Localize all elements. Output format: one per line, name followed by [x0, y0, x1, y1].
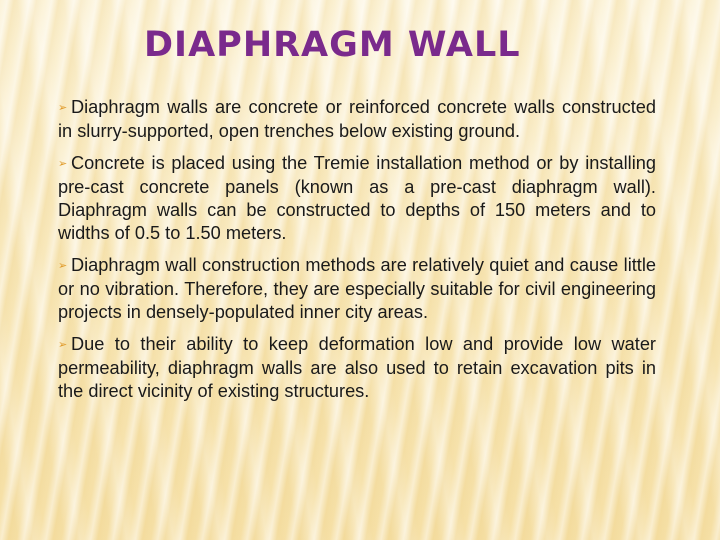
- arrow-bullet-icon: ➢: [58, 157, 68, 170]
- bullet-text: Diaphragm wall construction methods are relatively quiet and cause little or no vibration. Therefore, they are especially suitable for civil engineering projects in densely-populated inner city areas.: [58, 254, 656, 323]
- bullet-item: [58, 152, 656, 246]
- arrow-bullet-icon: ➢: [58, 338, 68, 351]
- bullet-item: [58, 254, 656, 325]
- arrow-bullet-icon: ➢: [58, 102, 68, 114]
- arrow-bullet-icon: ➢: [58, 259, 68, 272]
- bullet-text: Concrete is placed using the Tremie installation method or by installing pre-cast concrete panels (known as a pre-cast diaphragm wall). Diaphragm walls can be constructed to depths of 150 meters and to widths of 0.5 to 1.50 meters.: [58, 152, 656, 244]
- slide-title: DIAPHRAGM WALL: [144, 25, 521, 65]
- bullet-item: [58, 333, 656, 404]
- bullet-text: Due to their ability to keep deformation low and provide low water permeability, diaphragm walls are also used to retain excavation pits in the direct vicinity of existing structures.: [58, 333, 656, 402]
- bullet-list: [58, 96, 656, 412]
- bullet-text: Diaphragm walls are concrete or reinforced concrete walls constructed in slurry-supported, open trenches below existing ground.: [58, 97, 656, 142]
- bullet-item: [58, 96, 656, 144]
